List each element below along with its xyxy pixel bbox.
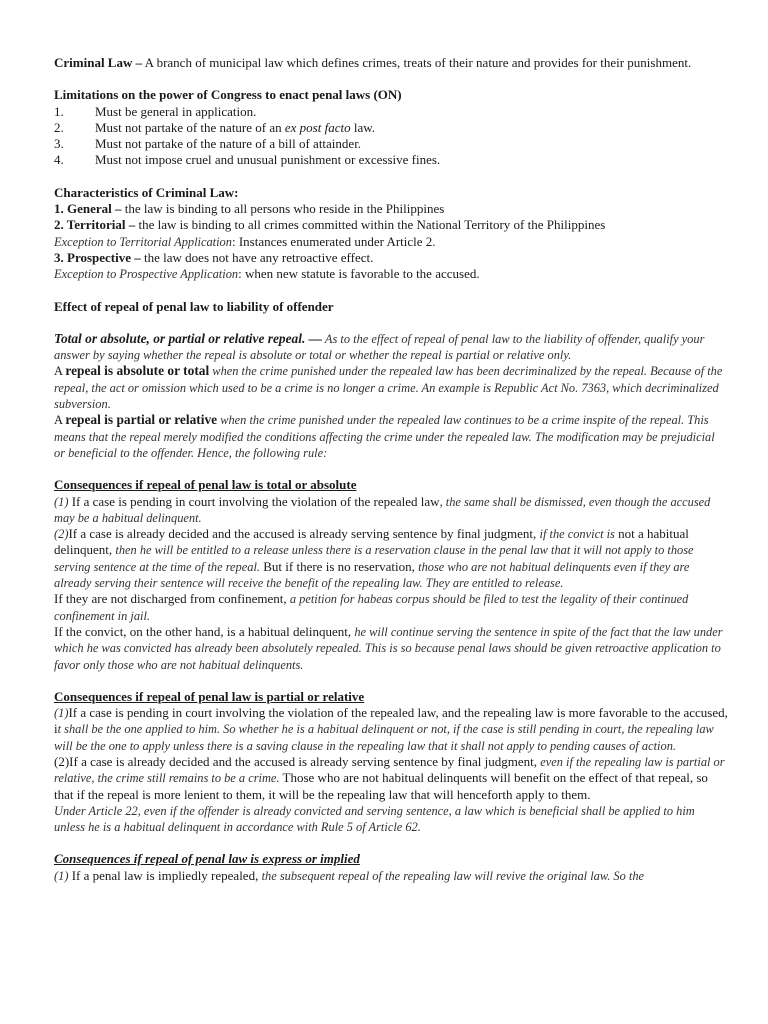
definition-text: A branch of municipal law which defines crimes, treats of their nature and provides for their punishment.	[142, 55, 692, 70]
partial-consequence-2: (2)If a case is already decided and the accused is already serving sentence by final judgment, even if the repealing law is partial or relative, the crime still remains to be a crime. Those who are not habitual delinquents will benefit on the effect of that repeal, so that if the repeal is more lenient to them, it will be the repealing law that will henceforth apply to them.	[54, 753, 725, 802]
characteristics-heading: Characteristics of Criminal Law:	[54, 184, 239, 200]
total-consequence-4: If the convict, on the other hand, is a habitual delinquent, he will continue serving the sentence in spite of the fact that the law under which he was convicted has already been absolutely repealed. This is so because penal laws should be given retroactive application to favor only those who are not habitual delinquents.	[54, 623, 723, 672]
characteristic-prospective: 3. Prospective – the law does not have any retroactive effect.	[54, 249, 374, 265]
partial-consequence-3: Under Article 22, even if the offender is already convicted and serving sentence, a law which is beneficial shall be applied to him unless he is a habitual delinquent in accordance with Rule 5 of Article 62.	[54, 803, 695, 835]
definition-paragraph	[54, 55, 728, 71]
limitations-heading: Limitations on the power of Congress to enact penal laws (ON)	[54, 87, 402, 103]
prospective-exception: Exception to Prospective Application: when new statute is favorable to the accused.	[54, 266, 480, 282]
list-item: 1. Must be general in application.	[54, 103, 257, 119]
partial-repeal-paragraph: A repeal is partial or relative when the crime punished under the repealed law continues to be a crime inspite of the repeal. This means that the repeal merely modified the conditions affecting the crime under the repealed law. The modification may be prejudicial or beneficial to the offender. Hence, the following rule:	[54, 412, 715, 460]
list-item: 3. Must not partake of the nature of a bill of attainder.	[54, 136, 362, 152]
total-consequence-1: (1) If a case is pending in court involving the violation of the repealed law, the same shall be dismissed, even though the accused may be a habitual delinquent.	[54, 493, 711, 525]
express-repeal-heading: Consequences if repeal of penal law is express or implied	[54, 851, 360, 867]
total-repeal-heading: Consequences if repeal of penal law is total or absolute	[54, 477, 357, 493]
limitations-list	[54, 104, 728, 169]
total-consequence-2: (2)If a case is already decided and the accused is already serving sentence by final judgment, if the convict is not a habitual delinquent, then he will be entitled to a release unless there is a reservation clause in the penal law that it will not apply to those serving sentence at the time of the repeal. But if there is no reservation, those who are not habitual delinquents even if they are already serving their sentence will receive the benefit of the repealing law. They are entitled to release.	[54, 526, 694, 591]
total-consequence-3: If they are not discharged from confinement, a petition for habeas corpus should be filed to test the legality of their continued confinement in jail.	[54, 591, 689, 623]
territorial-exception: Exception to Territorial Application: Instances enumerated under Article 2.	[54, 233, 436, 249]
partial-consequence-1: (1)If a case is pending in court involving the violation of the repealed law, and the repealing law is more favorable to the accused, it shall be the one applied to him. So whether he is a habitual delinquent or not, if the case is still pending in court, the repealing law will be the one to apply unless there is a saving clause in the repealing law that it shall not apply to pending causes of action.	[54, 705, 728, 753]
partial-repeal-heading: Consequences if repeal of penal law is partial or relative	[54, 688, 365, 704]
effect-heading: Effect of repeal of penal law to liability of offender	[54, 298, 334, 314]
absolute-repeal-paragraph: A repeal is absolute or total when the crime punished under the repealed law has been decriminalized by the repeal. Because of the repeal, the act or omission which used to be a crime is no longer a crime. An example is Republic Act No. 7363, which decriminalized subversion.	[54, 363, 723, 412]
list-item: 4. Must not impose cruel and unusual punishment or excessive fines.	[54, 152, 441, 168]
list-item: 2. Must not partake of the nature of an ex post facto law.	[54, 119, 376, 135]
characteristic-territorial: 2. Territorial – the law is binding to all crimes committed within the National Territory of the Philippines	[54, 217, 606, 233]
effect-lead-paragraph: Total or absolute, or partial or relative repeal. — As to the effect of repeal of penal law to the liability of offender, qualify your answer by saying whether the repeal is absolute or total or whether the repeal is partial or relative only.	[54, 330, 705, 363]
definition-term: Criminal Law –	[54, 55, 143, 70]
characteristic-general: 1. General – the law is binding to all persons who reside in the Philippines	[54, 201, 445, 217]
express-consequence-1: (1) If a penal law is impliedly repealed, the subsequent repeal of the repealing law will revive the original law. So the	[54, 867, 645, 883]
